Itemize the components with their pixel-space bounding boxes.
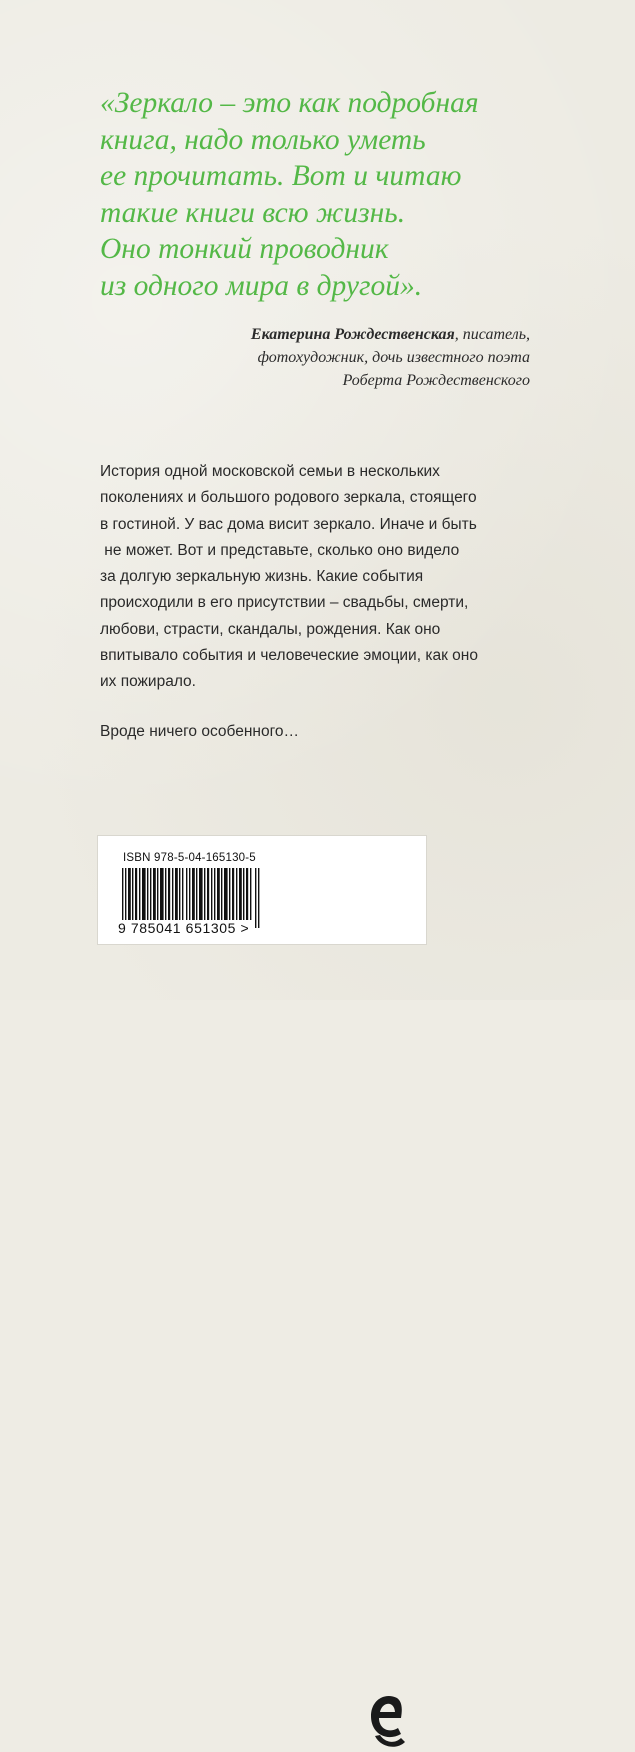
eksmo-logo-icon <box>367 1690 409 1752</box>
description-line: любови, страсти, скандалы, рождения. Как оно <box>100 620 441 638</box>
barcode-panel <box>97 835 427 945</box>
author-role: , писатель, <box>454 326 530 343</box>
isbn-label: ISBN 978-5-04-165130-5 <box>123 852 256 864</box>
quote-line: книга, надо только уметь <box>100 123 426 156</box>
quote-attribution <box>251 323 530 392</box>
epigraph-quote <box>100 85 600 304</box>
barcode-icon <box>122 868 261 928</box>
description-line: в гостиной. У вас дома висит зеркало. Иначе и быть <box>100 515 477 533</box>
ean-digits: 9 785041 651305 > <box>118 920 250 936</box>
quote-line: такие книги всю жизнь. <box>100 196 406 229</box>
quote-line: из одного мира в другой». <box>100 269 423 302</box>
author-name: Екатерина Рождественская <box>250 326 455 343</box>
description-line: не может. Вот и представьте, сколько оно видело <box>100 541 460 559</box>
description-line: впитывало события и человеческие эмоции, как оно <box>100 647 478 665</box>
teaser-text: Вроде ничего особенного… <box>100 723 300 740</box>
description-line: История одной московской семьи в нескольких <box>100 463 440 480</box>
description-line: за долгую зеркальную жизнь. Какие события <box>100 568 424 586</box>
attribution-line <box>251 323 530 346</box>
quote-line: Оно тонкий проводник <box>100 233 389 265</box>
description-line: поколениях и большого родового зеркала, стоящего <box>100 489 477 507</box>
attribution-line: фотохудожник, дочь известного поэта <box>257 349 530 366</box>
description-line: их пожирало. <box>100 673 196 691</box>
quote-line: «Зеркало – это как подробная <box>100 87 479 119</box>
description-line: происходили в его присутствии – свадьбы, смерти, <box>100 594 469 612</box>
book-description <box>100 459 540 696</box>
attribution-line: Роберта Рождественского <box>342 372 530 389</box>
quote-line: ее прочитать. Вот и читаю <box>100 160 462 192</box>
